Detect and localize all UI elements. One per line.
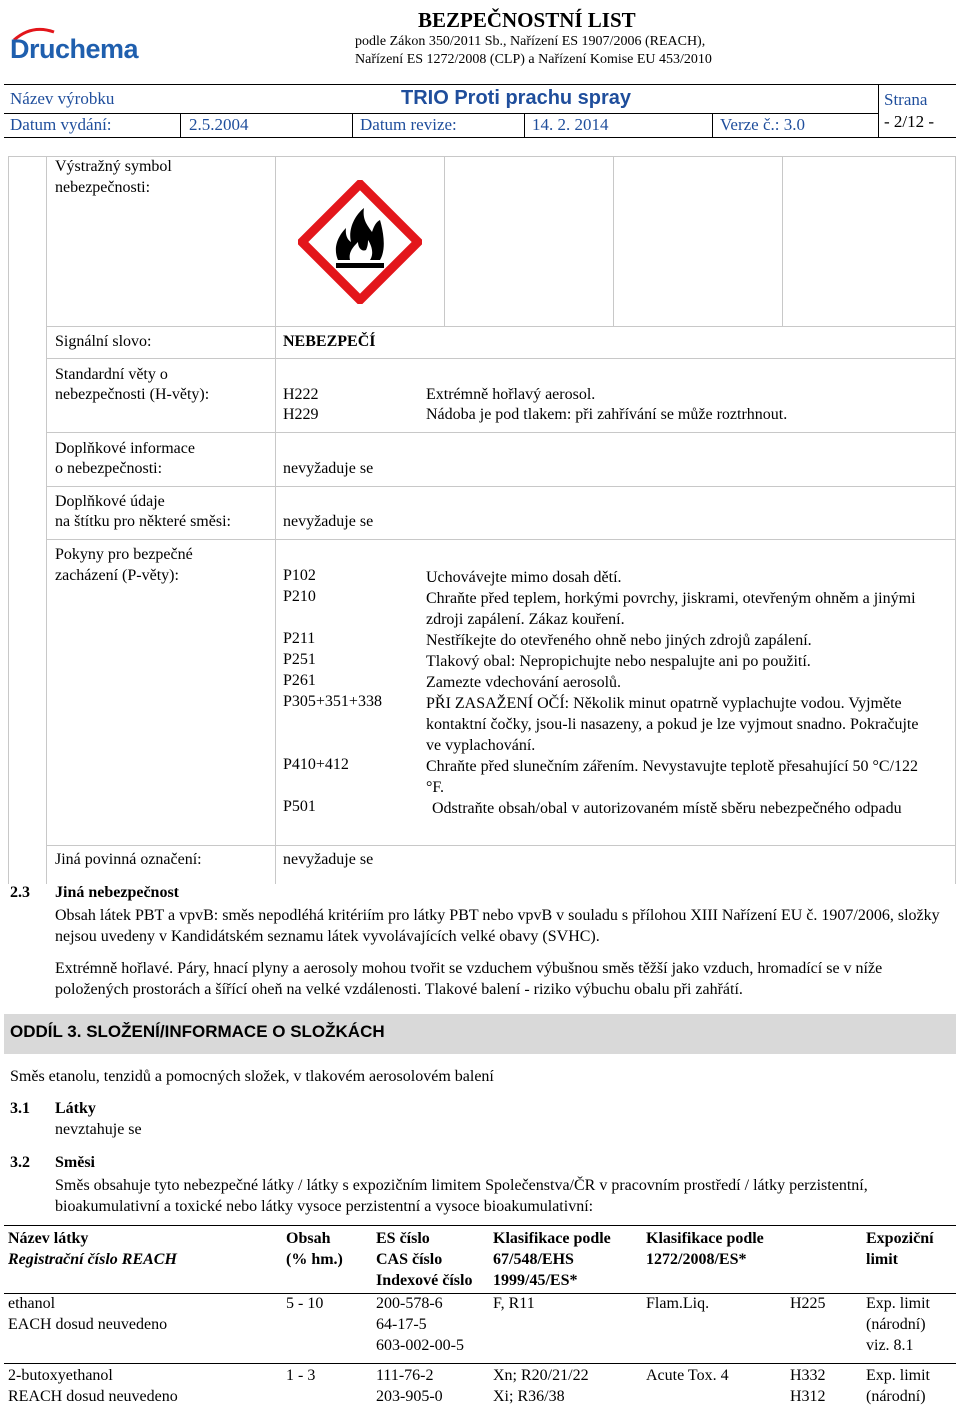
th-exp-1: Expoziční	[866, 1230, 934, 1247]
cell-content: 1 - 3	[286, 1367, 316, 1384]
p-text: Chraňte před slunečním zářením. Nevystavujte teplotě přesahující 50 °C/122 °F.	[426, 758, 919, 796]
cell-exp-2: (národní)	[866, 1388, 926, 1405]
symbol-label-2: nebezpečnosti:	[55, 179, 151, 196]
p-code: P261	[283, 672, 316, 689]
cell-exp-3: viz. 8.1	[866, 1337, 914, 1354]
header-rule-top	[4, 84, 956, 85]
header-sep-2	[352, 113, 353, 137]
h-text: Extrémně hořlavý aerosol.	[426, 386, 596, 403]
page-label: Strana	[884, 90, 928, 109]
grid-left	[8, 156, 9, 884]
h-text: Nádoba je pod tlakem: při zahřívání se může roztrhnout.	[426, 406, 788, 423]
cell-name: 2-butoxyethanol	[8, 1367, 113, 1384]
issue-date: 2.5.2004	[189, 115, 249, 134]
th-name-1: Název látky	[8, 1230, 89, 1247]
section-3-2-number: 3.2	[10, 1154, 30, 1171]
h-code: H222	[283, 386, 319, 403]
h-code: H229	[283, 406, 319, 423]
grid-row-sep-4	[46, 486, 956, 487]
cell-content: 5 - 10	[286, 1295, 324, 1312]
cell-class67: Xn; R20/21/22	[493, 1367, 589, 1384]
header-sep-5	[878, 84, 879, 137]
cell-name: ethanol	[8, 1295, 56, 1312]
signal-word: NEBEZPEČÍ	[283, 333, 376, 350]
section-3-1-number: 3.1	[10, 1100, 30, 1117]
grid-row-sep-3	[46, 432, 956, 433]
th-class67-3: 1999/45/ES*	[493, 1272, 578, 1289]
suppl-info-value: nevyžaduje se	[283, 460, 374, 477]
th-ids-3: Indexové číslo	[376, 1272, 473, 1289]
company-logo	[10, 26, 150, 68]
th-class67-2: 67/548/EHS	[493, 1251, 574, 1268]
grid-pic-sep-1	[444, 156, 445, 326]
section-3-2-text: Směs obsahuje tyto nebezpečné látky / látky s expozičním limitem Společenstva/ČR v pracovním prostředí / látky perzistentní, bioakumulativní a toxické nebo látky vysoce perzistentní a vysoce bioakumulativní:	[55, 1177, 868, 1215]
cell-class1272-h: H225	[790, 1295, 826, 1312]
th-content-1: Obsah	[286, 1230, 331, 1247]
cell-exp-1: Exp. limit	[866, 1367, 930, 1384]
p-code: P501	[283, 798, 316, 815]
suppl-info-label-2: o nebezpečnosti:	[55, 460, 163, 477]
p-text: Chraňte před teplem, horkými povrchy, jiskrami, otevřeným ohněm a jinými zdroji zapálení. Zákaz kouření.	[426, 590, 916, 628]
cell-es: 200-578-6	[376, 1295, 443, 1312]
section-2-3-para-2: Extrémně hořlavé. Páry, hnací plyny a aerosoly mohou tvořit se vzduchem výbušnou směs těžší jako vzduch, hromadící se v níže položených prostorách a šířící oheň na velké vzdálenosti. Tlakové balení - riziko výbuchu obalu při zahřátí.	[55, 960, 883, 998]
grid-row-sep-1	[46, 326, 956, 327]
header-rule-bottom	[4, 137, 956, 138]
section-2-3-para-1: Obsah látek PBT a vpvB: směs nepodléhá kritériím pro látky PBT nebo vpvB v souladu s přílohou XIII Nařízení EU č. 1907/2006, složky nejsou uvedeny v Kandidátském seznamu látek vyvolávajících velké obavy (SVHC).	[55, 907, 940, 945]
cell-cas: 203-905-0	[376, 1388, 443, 1405]
regulation-line-1: podle Zákon 350/2011 Sb., Nařízení ES 1907/2006 (REACH),	[355, 34, 706, 49]
cell-class1272-h: H332	[790, 1367, 826, 1384]
section-3-2-title: Směsi	[55, 1154, 95, 1171]
p-text: Tlakový obal: Nepropichujte nebo nespalujte ani po použití.	[426, 653, 811, 670]
signal-word-label: Signální slovo:	[55, 333, 152, 350]
p-code: P305+351+338	[283, 693, 382, 710]
header-sep-1	[180, 113, 181, 137]
p-text: Uchovávejte mimo dosah dětí.	[426, 569, 622, 586]
p-label-1: Pokyny pro bezpečné	[55, 546, 193, 563]
cell-class1272-h-2: H312	[790, 1388, 826, 1405]
cell-es: 111-76-2	[376, 1367, 434, 1384]
th-exp-2: limit	[866, 1251, 898, 1268]
cell-cas: 64-17-5	[376, 1316, 427, 1333]
p-code: P210	[283, 588, 316, 605]
p-code: P102	[283, 567, 316, 584]
cell-class67: F, R11	[493, 1295, 535, 1312]
suppl-label-value: nevyžaduje se	[283, 513, 374, 530]
p-code: P211	[283, 630, 316, 647]
flame-icon	[298, 180, 422, 304]
version: Verze č.: 3.0	[720, 115, 805, 134]
p-text: Odstraňte obsah/obal v autorizovaném místě sběru nebezpečného odpadu	[432, 800, 902, 817]
product-name: TRIO Proti prachu spray	[401, 87, 632, 109]
p-code: P251	[283, 651, 316, 668]
page-value: - 2/12 -	[884, 112, 935, 131]
section-2-3-number: 2.3	[10, 884, 30, 901]
p-text: Nestříkejte do otevřeného ohně nebo jiných zdrojů zapálení.	[426, 632, 812, 649]
th-class67-1: Klasifikace podle	[493, 1230, 611, 1247]
grid-row-sep-2	[46, 358, 956, 359]
th-class1272-2: 1272/2008/ES*	[646, 1251, 747, 1268]
th-content-2: (% hm.)	[286, 1251, 343, 1268]
section-3-1-title: Látky	[55, 1100, 96, 1117]
header-sep-4	[712, 113, 713, 137]
section-3-1-value: nevztahuje se	[55, 1121, 142, 1138]
h-label-2: nebezpečnosti (H-věty):	[55, 386, 210, 403]
regulation-line-2: Nařízení ES 1272/2008 (CLP) a Nařízení Komise EU 453/2010	[355, 52, 712, 67]
suppl-info-label-1: Doplňkové informace	[55, 440, 195, 457]
revision-date: 14. 2. 2014	[532, 115, 609, 134]
cell-class67-2: Xi; R36/38	[493, 1388, 565, 1405]
cell-exp-1: Exp. limit	[866, 1295, 930, 1312]
other-label: Jiná povinná označení:	[55, 851, 202, 868]
suppl-label-label-1: Doplňkové údaje	[55, 493, 165, 510]
doc-title: BEZPEČNOSTNÍ LIST	[418, 8, 636, 32]
p-label-2: zacházení (P-věty):	[55, 567, 179, 584]
suppl-label-label-2: na štítku pro některé směsi:	[55, 513, 231, 530]
cell-exp-2: (národní)	[866, 1316, 926, 1333]
cell-reach: EACH dosud neuvedeno	[8, 1316, 168, 1333]
revision-date-label: Datum revize:	[360, 115, 457, 134]
grid-inner-left	[46, 156, 47, 884]
section-2-3-title: Jiná nebezpečnost	[55, 884, 179, 901]
grid-col-2	[275, 156, 276, 884]
p-text: PŘI ZASAŽENÍ OČÍ: Několik minut opatrně vyplachujte vodou. Vyjměte kontaktní čočky, jsou-li nasazeny, a pokud je lze vyjmout snadno. Pokračujte ve vyplachování.	[426, 695, 919, 754]
logo-text: Druchema	[10, 34, 139, 64]
issue-date-label: Datum vydání:	[10, 115, 112, 134]
header-rule-mid	[4, 113, 878, 114]
grid-row-sep-5	[46, 539, 956, 540]
p-text: Zamezte vdechování aerosolů.	[426, 674, 622, 691]
product-name-label: Název výrobku	[10, 89, 115, 108]
section-3-title: ODDÍL 3. SLOŽENÍ/INFORMACE O SLOŽKÁCH	[10, 1022, 385, 1041]
grid-right	[955, 156, 956, 884]
grid-pic-sep-3	[782, 156, 783, 326]
grid-pic-sep-2	[613, 156, 614, 326]
th-class1272-1: Klasifikace podle	[646, 1230, 764, 1247]
grid-top	[8, 156, 956, 157]
p-code: P410+412	[283, 756, 349, 773]
cell-class1272-cat: Flam.Liq.	[646, 1295, 710, 1312]
table-top-rule	[4, 1225, 956, 1226]
section-3-intro: Směs etanolu, tenzidů a pomocných složek, v tlakovém aerosolovém balení	[10, 1068, 494, 1085]
th-name-2: Registrační číslo REACH	[8, 1251, 177, 1268]
cell-class1272-cat: Acute Tox. 4	[646, 1367, 729, 1384]
other-value: nevyžaduje se	[283, 851, 374, 868]
header-sep-3	[524, 113, 525, 137]
grid-row-sep-6	[46, 845, 956, 846]
cell-index: 603-002-00-5	[376, 1337, 464, 1354]
symbol-label-1: Výstražný symbol	[55, 158, 172, 175]
cell-reach: REACH dosud neuvedeno	[8, 1388, 178, 1405]
th-ids-2: CAS číslo	[376, 1251, 443, 1268]
h-label-1: Standardní věty o	[55, 366, 168, 383]
th-ids-1: ES číslo	[376, 1230, 430, 1247]
